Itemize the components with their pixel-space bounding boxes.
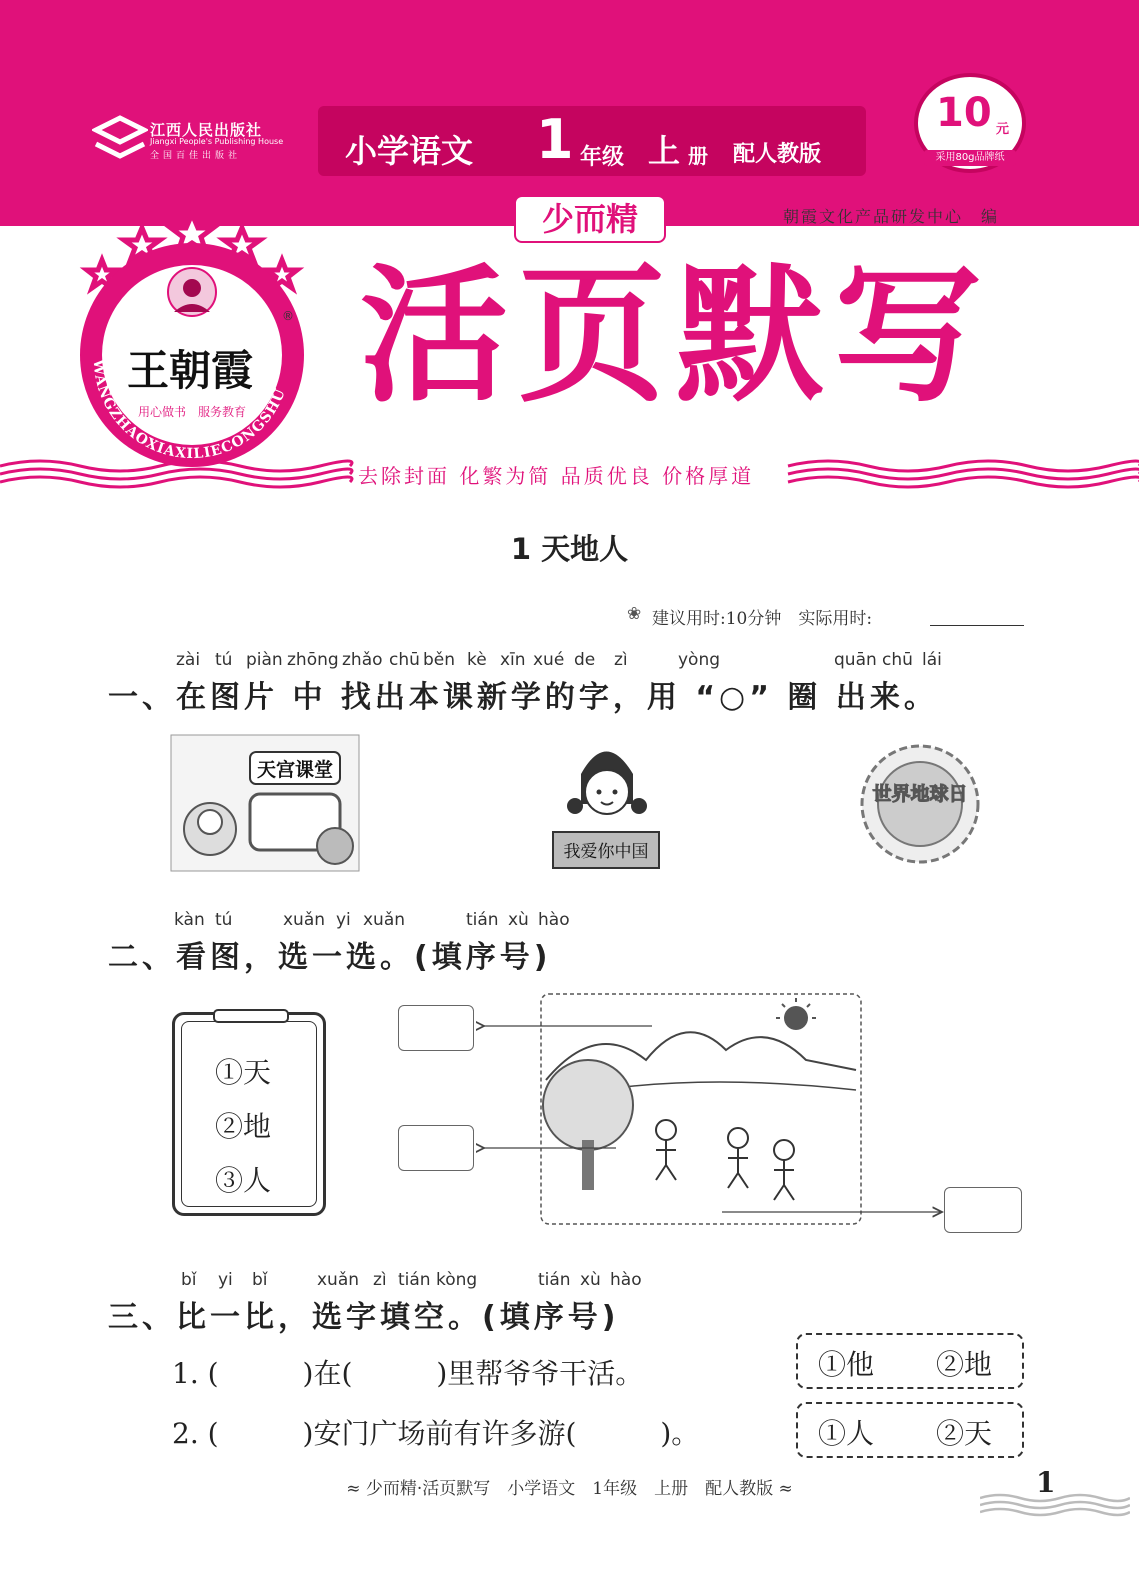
- option: ①他: [818, 1348, 875, 1381]
- brand-name: 王朝霞: [126, 346, 254, 395]
- question-3: 三、比一比，选字填空。(填序号): [108, 1300, 620, 1335]
- publisher-english-name: Jiangxi People's Publishing House: [150, 137, 284, 146]
- registered-mark: ®: [282, 309, 294, 323]
- series-tag: 少而精: [514, 195, 666, 243]
- q1-image-2[interactable]: [551, 734, 661, 872]
- publisher-subtitle: 全国百佳出版社: [150, 151, 242, 161]
- clip-icon: [213, 1009, 289, 1023]
- brand-seal: [70, 200, 315, 475]
- brand-motto: 用心做书 服务教育: [137, 405, 247, 419]
- question-2: 二、看图，选一选。(填序号): [108, 940, 552, 975]
- answer-box-ground[interactable]: [398, 1125, 474, 1171]
- grade-unit: 年级: [580, 145, 625, 170]
- q2-option-card: [172, 1012, 326, 1216]
- q3-options-1: [796, 1333, 1024, 1389]
- tree-icon: [543, 1060, 633, 1150]
- price-number: 10: [936, 90, 992, 136]
- girl-with-sign-icon: [585, 770, 629, 814]
- publisher-logo-icon: [92, 114, 148, 164]
- q1-image-3[interactable]: [845, 734, 995, 872]
- option-2: ②地: [215, 1110, 272, 1143]
- option-1: ①天: [215, 1056, 272, 1089]
- q3-sentence-1: 1. ( )在( )里帮爷爷干活。: [172, 1357, 644, 1390]
- child-icon: [656, 1120, 676, 1140]
- price-unit: 元: [996, 122, 1010, 137]
- child-icon: [774, 1140, 794, 1160]
- lesson-title: 1 天地人: [510, 532, 629, 566]
- answer-box-people[interactable]: [944, 1187, 1022, 1233]
- q3-sentence-2: 2. ( )安门广场前有许多游( )。: [172, 1417, 700, 1450]
- option: ①人: [818, 1417, 875, 1450]
- option-3: ③人: [215, 1164, 272, 1197]
- editor-credit: 朝霞文化产品研发中心 编: [783, 207, 1000, 226]
- volume-suffix: 册: [688, 144, 708, 168]
- image-caption: 我爱你中国: [563, 842, 649, 862]
- time-blank[interactable]: [930, 625, 1024, 626]
- paper-note: 采用80g品牌纸: [924, 150, 1016, 166]
- volume-label: 上: [648, 132, 681, 170]
- time-suggestion: 建议用时:10分钟 实际用时:: [652, 609, 873, 629]
- edition-label: 配人教版: [733, 142, 822, 167]
- subject-label: 小学语文: [345, 132, 474, 170]
- option: ②天: [936, 1417, 993, 1450]
- page-number: 1: [1036, 1466, 1056, 1499]
- child-icon: [728, 1128, 748, 1148]
- scene-image: [476, 990, 946, 1230]
- book-title: 活页默写: [360, 248, 992, 422]
- leaf-icon: ❀: [627, 604, 642, 624]
- q1-image-1[interactable]: [170, 734, 360, 872]
- option: ②地: [936, 1348, 993, 1381]
- footer-text: ≈ 少而精·活页默写 小学语文 1年级 上册 配人教版 ≈: [346, 1479, 793, 1499]
- publisher-name: 江西人民出版社: [150, 121, 263, 139]
- answer-box-sky[interactable]: [398, 1005, 474, 1051]
- brand-arc-text: WANGZHAOXIAXILIECONGSHU: [89, 358, 290, 463]
- q3-options-2: [796, 1402, 1024, 1458]
- image-caption: 世界地球日: [872, 783, 968, 805]
- image-caption: 天宫课堂: [256, 759, 334, 781]
- grade-number: 1: [536, 108, 574, 171]
- slogan: 去除封面 化繁为简 品质优良 价格厚道: [358, 464, 755, 488]
- question-1: 一、在图片 中 找出本课新学的字，用 “○” 圈 出来。: [108, 680, 938, 715]
